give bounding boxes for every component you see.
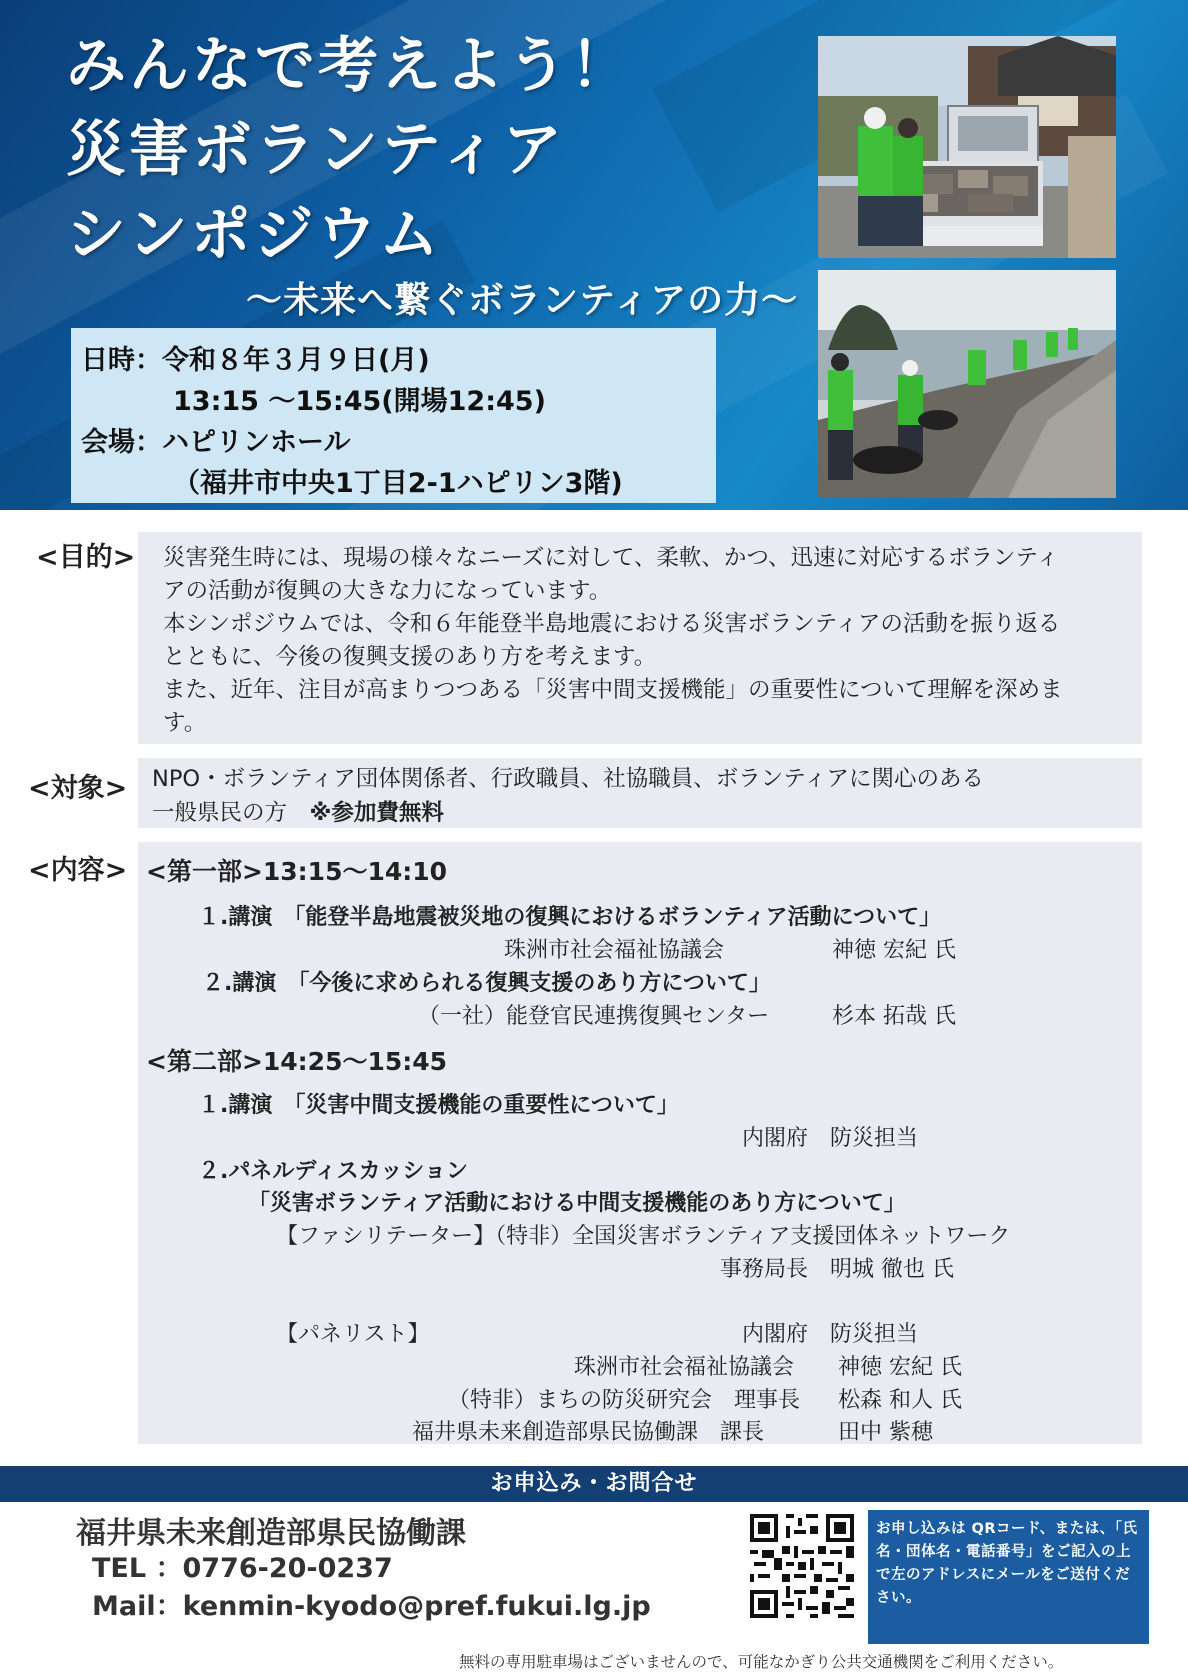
venue-address: （福井市中央1丁目2-1ハピリン3階) (173, 468, 623, 499)
contact-email[interactable]: Mail：kenmin-kyodo@pref.fukui.lg.jp (92, 1591, 651, 1622)
panelist-name: 神徳 宏紀 氏 (838, 1355, 962, 1380)
panelist-name: 松森 和人 氏 (838, 1388, 962, 1413)
event-date: 日時：令和８年３月９日(月) (81, 345, 430, 376)
part1-lecture2-org: （一社）能登官民連携復興センター (418, 1004, 770, 1029)
purpose-text (163, 542, 1138, 740)
qr-code[interactable] (746, 1510, 858, 1622)
facilitator-name: 事務局長 明城 徹也 氏 (720, 1257, 954, 1282)
subtitle: ～未来へ繋ぐボランティアの力～ (246, 280, 799, 321)
event-time: 13:15 ～15:45(開場12:45) (173, 386, 546, 417)
purpose-line: アの活動が復興の大きな力になっています。 (163, 578, 612, 604)
panelist-org: （特非）まちの防災研究会 理事長 (448, 1388, 801, 1413)
contact-department: 福井県未来創造部県民協働課 (76, 1516, 466, 1551)
purpose-label: <目的> (36, 542, 136, 573)
target-box (138, 758, 1142, 828)
hero-banner (0, 0, 1188, 510)
panel-discussion-title: ２.パネルディスカッション (198, 1159, 468, 1184)
purpose-line: す。 (163, 710, 207, 736)
target-line-2 (152, 795, 444, 827)
panelist-label: 【パネリスト】 (276, 1322, 430, 1347)
panel-discussion-theme: 「災害ボランティア活動における中間支援機能のあり方について」 (248, 1191, 906, 1216)
purpose-line: また、近年、注目が高まりつつある「災害中間支援機能」の重要性について理解を深めま (163, 677, 1063, 703)
panelist-org: 珠洲市社会福祉協議会 (574, 1355, 795, 1380)
event-venue: 会場：ハピリンホール (81, 427, 351, 458)
volunteer-truck-photo (818, 36, 1116, 258)
purpose-box (138, 532, 1142, 744)
target-line-1: NPO・ボランティア団体関係者、行政職員、社協職員、ボランティアに関心のある (152, 766, 985, 792)
content-box (138, 842, 1142, 1444)
content-label: <内容> (28, 855, 128, 886)
part1-lecture1-org: 珠洲市社会福祉協議会 (504, 938, 725, 963)
target-label: <対象> (28, 773, 128, 804)
coast-cleanup-photo (818, 270, 1116, 498)
part1-lecture1-speaker: 神徳 宏紀 氏 (832, 938, 956, 963)
facilitator-line: 【ファシリテーター】（特非）全国災害ボランティア支援団体ネットワーク (276, 1224, 1011, 1249)
part1-lecture1-title: １.講演 「能登半島地震被災地の復興におけるボランティア活動について」 (198, 905, 942, 930)
date-venue-box (71, 328, 716, 503)
title-line-3: シンポジウム (66, 200, 442, 270)
part2-heading: <第二部>14:25～15:45 (146, 1047, 448, 1076)
part2-lecture-title: １.講演 「災害中間支援機能の重要性について」 (198, 1093, 679, 1118)
contact-band: お申込み・お問合せ (0, 1466, 1188, 1502)
panelist-org: 内閣府 防災担当 (742, 1322, 919, 1347)
contact-tel[interactable]: TEL ：0776-20-0237 (92, 1553, 393, 1584)
free-admission-note: ※参加費無料 (309, 800, 444, 826)
part2-lecture-org: 内閣府 防災担当 (742, 1126, 919, 1151)
qr-instruction-note: お申し込みは QRコード、または、「氏名・団体名・電話番号」をご記入の上で左のアドレスにメールをご送付ください。 (868, 1510, 1149, 1644)
part1-heading: <第一部>13:15～14:10 (146, 857, 448, 886)
part1-lecture2-speaker: 杉本 拓哉 氏 (832, 1004, 956, 1029)
panelist-name: 田中 紫穂 (838, 1420, 933, 1445)
parking-note: 無料の専用駐車場はございませんので、可能なかぎり公共交通機関をご利用ください。 (459, 1653, 1064, 1671)
title-line-1: みんなで考えよう！ (66, 31, 633, 101)
purpose-line: 災害発生時には、現場の様々なニーズに対して、柔軟、かつ、迅速に対応するボランティ (163, 545, 1059, 571)
target-general-public: 一般県民の方 (152, 800, 310, 826)
part1-lecture2-title: ２.講演 「今後に求められる復興支援のあり方について」 (202, 971, 771, 996)
panelist-org: 福井県未来創造部県民協働課 課長 (412, 1420, 765, 1445)
title-line-2: 災害ボランティア (66, 115, 566, 185)
purpose-line: 本シンポジウムでは、令和６年能登半島地震における災害ボランティアの活動を振り返る (163, 611, 1061, 637)
purpose-line: とともに、今後の復興支援のあり方を考えます。 (163, 644, 657, 670)
